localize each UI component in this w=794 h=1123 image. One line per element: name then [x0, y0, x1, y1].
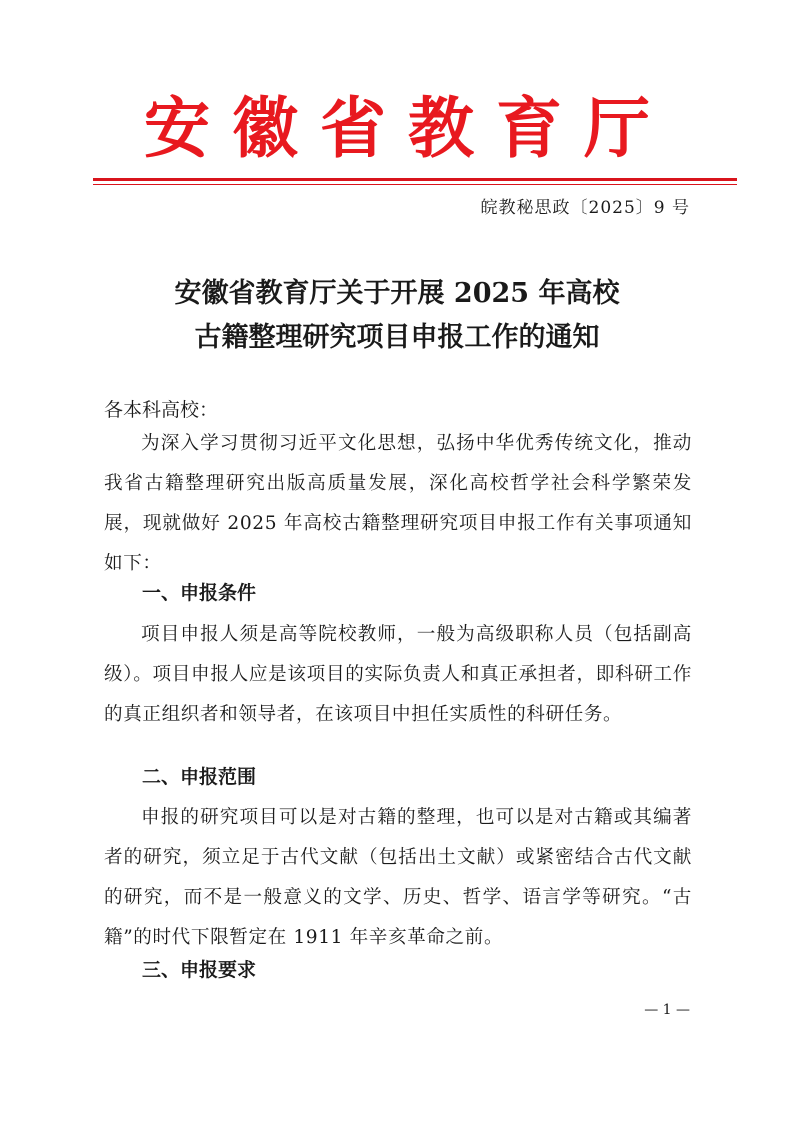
red-header-rule-thin [93, 184, 737, 185]
page-number: — 1 — [644, 1002, 690, 1018]
document-title-line-2: 古籍整理研究项目申报工作的通知 [194, 322, 600, 353]
masthead-title: 安徽省教育厅 [144, 89, 672, 167]
section-paragraph-1: 项目申报人须是高等院校教师，一般为高级职称人员（包括副高级）。项目申报人应是该项目的实际负责人和真正承担者，即科研工作的真正组织者和领导者，在该项目中担任实质性的科研任务。 [104, 624, 692, 725]
document-number: 皖教秘思政〔2025〕9 号 [480, 198, 690, 218]
document-title-line-1: 安徽省教育厅关于开展 2025 年高校 [174, 278, 620, 309]
section-heading-2: 二、申报范围 [142, 766, 257, 788]
section-heading-1: 一、申报条件 [142, 582, 257, 604]
intro-paragraph: 为深入学习贯彻习近平文化思想，弘扬中华优秀传统文化，推动我省古籍整理研究出版高质量发展，深化高校哲学社会科学繁荣发展，现就做好 2025 年高校古籍整理研究项目申报工作有关事项通知如下： [104, 433, 692, 574]
section-paragraph-2: 申报的研究项目可以是对古籍的整理，也可以是对古籍或其编著者的研究，须立足于古代文献（包括出土文献）或紧密结合古代文献的研究，而不是一般意义的文学、历史、哲学、语言学等研究。“古籍”的时代下限暂定在 1911 年辛亥革命之前。 [104, 807, 692, 948]
section-heading-3: 三、申报要求 [142, 959, 257, 981]
salutation: 各本科高校： [104, 399, 219, 421]
red-header-rule-thick [93, 178, 737, 181]
